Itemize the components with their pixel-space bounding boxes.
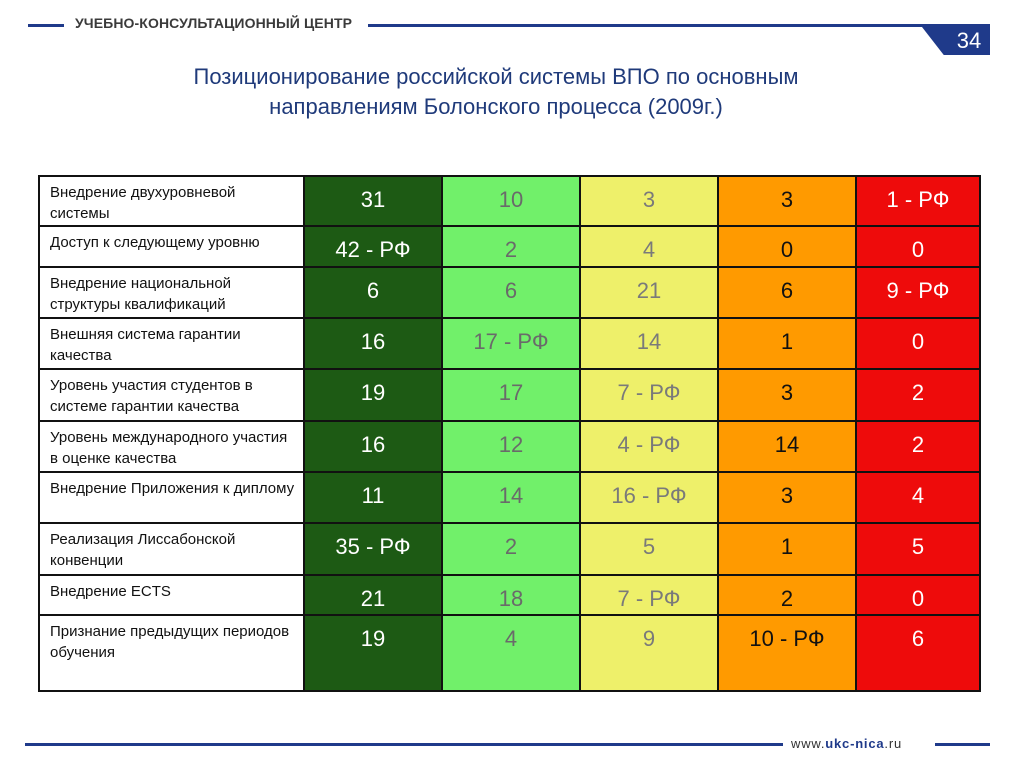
- value-cell: 19: [305, 370, 443, 422]
- value-cell: 1 - РФ: [857, 177, 979, 227]
- value-cell: 6: [305, 268, 443, 319]
- value-cell: 7 - РФ: [581, 370, 719, 422]
- value-cell: 4: [443, 616, 581, 690]
- value-cell: 4: [857, 473, 979, 524]
- website-prefix: www.: [791, 736, 826, 751]
- value-cell: 2: [857, 422, 979, 473]
- value-cell: 35 - РФ: [305, 524, 443, 576]
- value-cell: 42 - РФ: [305, 227, 443, 268]
- footer-rule-left: [25, 743, 783, 746]
- value-cell: 2: [443, 524, 581, 576]
- value-cell: 0: [857, 227, 979, 268]
- value-cell: 5: [581, 524, 719, 576]
- value-cell: 5: [857, 524, 979, 576]
- value-cell: 17: [443, 370, 581, 422]
- value-cell: 16: [305, 319, 443, 370]
- value-cell: 21: [305, 576, 443, 616]
- value-cell: 14: [581, 319, 719, 370]
- page-number: 34: [956, 28, 982, 53]
- value-cell: 2: [857, 370, 979, 422]
- org-name: УЧЕБНО-КОНСУЛЬТАЦИОННЫЙ ЦЕНТР: [75, 15, 353, 31]
- value-cell: 0: [857, 576, 979, 616]
- value-cell: 6: [443, 268, 581, 319]
- row-label: Уровень международного участия в оценке качества: [40, 422, 305, 473]
- value-cell: 0: [719, 227, 857, 268]
- row-label: Внедрение ECTS: [40, 576, 305, 616]
- header-rule-right: [368, 24, 990, 27]
- value-cell: 12: [443, 422, 581, 473]
- footer-rule-right: [935, 743, 990, 746]
- slide-title-line-2: направлениям Болонского процесса (2009г.): [269, 94, 723, 119]
- value-cell: 31: [305, 177, 443, 227]
- slide-title-line-1: Позиционирование российской системы ВПО по основным: [193, 64, 799, 89]
- value-cell: 9 - РФ: [857, 268, 979, 319]
- value-cell: 19: [305, 616, 443, 690]
- header-rule-left: [28, 24, 64, 27]
- website-suffix: .ru: [884, 736, 902, 751]
- value-cell: 18: [443, 576, 581, 616]
- value-cell: 16: [305, 422, 443, 473]
- value-cell: 6: [857, 616, 979, 690]
- value-cell: 3: [581, 177, 719, 227]
- value-cell: 4: [581, 227, 719, 268]
- value-cell: 3: [719, 177, 857, 227]
- value-cell: 7 - РФ: [581, 576, 719, 616]
- value-cell: 3: [719, 370, 857, 422]
- value-cell: 9: [581, 616, 719, 690]
- row-label: Внешняя система гарантии качества: [40, 319, 305, 370]
- value-cell: 2: [443, 227, 581, 268]
- value-cell: 4 - РФ: [581, 422, 719, 473]
- row-label: Признание предыдущих периодов обучения: [40, 616, 305, 690]
- value-cell: 14: [719, 422, 857, 473]
- value-cell: 1: [719, 524, 857, 576]
- website-domain: ukc-nica: [825, 736, 885, 751]
- value-cell: 0: [857, 319, 979, 370]
- value-cell: 17 - РФ: [443, 319, 581, 370]
- value-cell: 11: [305, 473, 443, 524]
- website-link[interactable]: [791, 736, 902, 751]
- value-cell: 10 - РФ: [719, 616, 857, 690]
- row-label: Внедрение двухуровневой системы: [40, 177, 305, 227]
- row-label: Внедрение национальной структуры квалификаций: [40, 268, 305, 319]
- row-label: Уровень участия студентов в системе гарантии качества: [40, 370, 305, 422]
- bologna-positioning-table: [38, 175, 981, 692]
- row-label: Внедрение Приложения к диплому: [40, 473, 305, 524]
- value-cell: 6: [719, 268, 857, 319]
- value-cell: 16 - РФ: [581, 473, 719, 524]
- value-cell: 1: [719, 319, 857, 370]
- value-cell: 10: [443, 177, 581, 227]
- value-cell: 14: [443, 473, 581, 524]
- value-cell: 3: [719, 473, 857, 524]
- slide-title: [0, 62, 992, 122]
- row-label: Реализация Лиссабонской конвенции: [40, 524, 305, 576]
- value-cell: 21: [581, 268, 719, 319]
- row-label: Доступ к следующему уровню: [40, 227, 305, 268]
- value-cell: 2: [719, 576, 857, 616]
